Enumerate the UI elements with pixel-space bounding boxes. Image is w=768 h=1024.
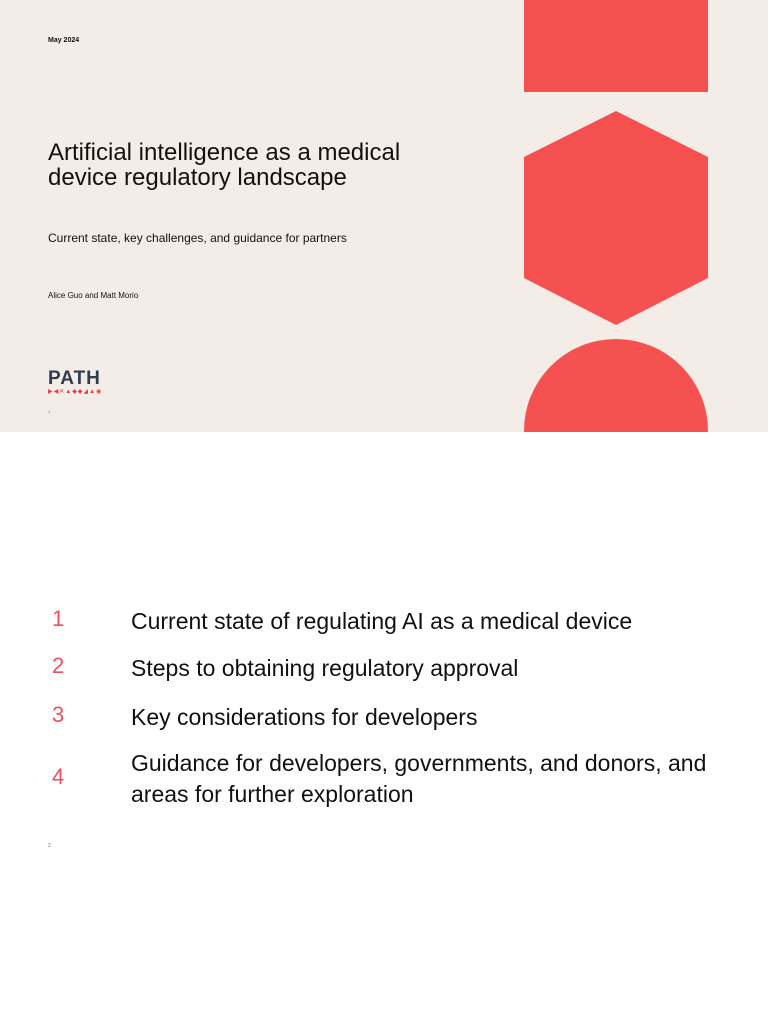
agenda-number: 1 (52, 606, 65, 631)
agenda-text: Current state of regulating AI as a medical device (131, 608, 633, 634)
agenda-number: 2 (52, 653, 65, 678)
agenda-number: 3 (52, 702, 65, 727)
decorative-shapes (522, 0, 712, 432)
agenda-text: Guidance for developers, governments, and donors, and areas for further exploration (131, 750, 707, 807)
agenda-text: Steps to obtaining regulatory approval (131, 655, 519, 681)
authors: Alice Guo and Matt Morio (48, 291, 139, 300)
page-number: 2 (48, 843, 51, 849)
logo-wordmark: PATH (48, 368, 101, 389)
agenda-number: 4 (52, 764, 65, 789)
path-logo (48, 370, 102, 396)
logo-symbols: ▶◀✕▲◆◆◢▲◉ (48, 389, 103, 395)
hexagon-shape (524, 111, 708, 325)
title-slide (0, 0, 768, 432)
page-number: 1 (48, 409, 51, 414)
date-label: May 2024 (48, 37, 80, 44)
subtitle: Current state, key challenges, and guidance for partners (48, 231, 347, 245)
agenda-text: Key considerations for developers (131, 704, 478, 730)
page-title: Artificial intelligence as a medical device regulatory landscape (48, 139, 401, 191)
semicircle-shape (524, 339, 708, 432)
agenda-slide (0, 432, 768, 1024)
rectangle-shape (524, 0, 708, 92)
